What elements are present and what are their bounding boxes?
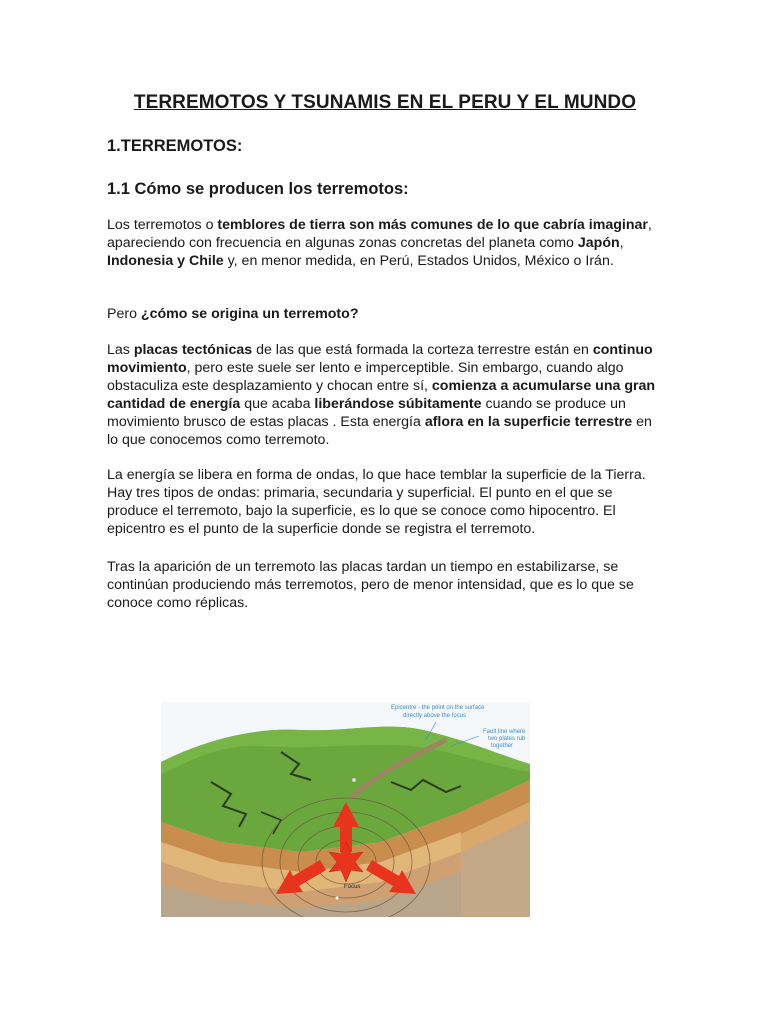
earthquake-diagram-image — [161, 702, 530, 917]
subsection-heading-como-se-producen: 1.1 Cómo se producen los terremotos: — [107, 180, 409, 198]
paragraph-1: Los terremotos o temblores de tierra son más comunes de lo que cabría imaginar, apareciendo con frecuencia en algunas zonas concretas del planeta como Japón, Indonesia y Chile y, en menor medida, en Perú, Estados Unidos, México o Irán. — [107, 217, 652, 269]
epicentre-label-line-2: directly above the focus — [403, 713, 467, 719]
paragraph-3: Las placas tectónicas de las que está formada la corteza terrestre están en continuo movimiento, pero este suele ser lento e imperceptible. Sin embargo, cuando algo obstaculiza este desplazamiento y chocan entre sí, comienza a acumularse una gran cantidad de energía que acaba liberándose súbitamente cuando se produce un movimiento brusco de estas placas . Esta energía aflora en la superficie terrestre en lo que conocemos como terremoto. — [107, 342, 656, 448]
paragraph-4: La energía se libera en forma de ondas, lo que hace temblar la superficie de la Tierra. Hay tres tipos de ondas: primaria, secundaria y superficial. El punto en el que se produce el terremoto, bajo la superficie, es lo que se conoce como hipocentro. El epicentro es el punto de la superficie donde se registra el terremoto. — [107, 467, 646, 537]
section-heading-terremotos: 1.TERREMOTOS: — [107, 137, 243, 155]
focus-label: Focus — [344, 884, 361, 890]
epicentre-label-line-1: Epicentre - the point on the surface — [391, 705, 485, 711]
earthquake-diagram-svg — [161, 702, 530, 917]
paragraph-5: Tras la aparición de un terremoto las placas tardan un tiempo en estabilizarse, se continúan produciendo más terremotos, pero de menor intensidad, que es lo que se conoce como réplicas. — [107, 559, 634, 611]
document-title: TERREMOTOS Y TSUNAMIS EN EL PERU Y EL MUNDO — [133, 92, 637, 113]
fault-label-line-2: two plates rub — [488, 736, 526, 742]
paragraph-2: Pero ¿cómo se origina un terremoto? — [107, 306, 359, 322]
fault-label-line-1: Fault line where — [483, 729, 526, 735]
fault-label-line-3: together — [491, 743, 514, 749]
